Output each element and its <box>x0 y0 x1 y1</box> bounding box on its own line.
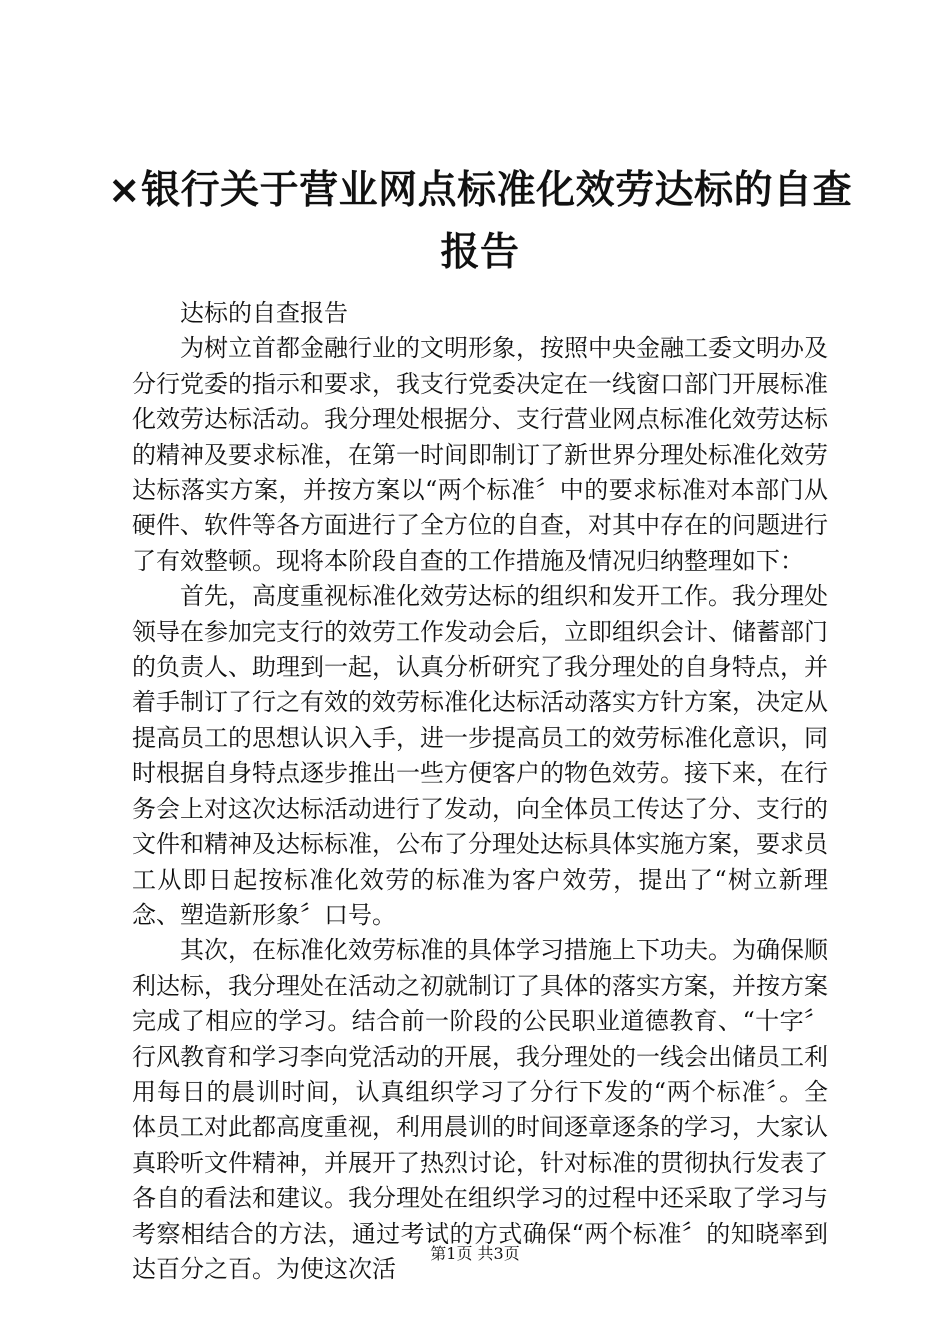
page-number-footer: 第1页 共3页 <box>430 1244 520 1263</box>
paragraph-intro: 为树立首都金融行业的文明形象，按照中央金融工委文明办及分行党委的指示和要求，我支行党委决定在一线窗口部门开展标准化效劳达标活动。我分理处根据分、支行营业网点标准化效劳达标的精神及要求标准，在第一时间即制订了新世界分理处标准化效劳达标落实方案，并按方案以“两个标准〞中的要求标准对本部门从硬件、软件等各方面进行了全方位的自查，对其中存在的问题进行了有效整顿。现将本阶段自查的工作措施及情况归纳整理如下： <box>132 334 828 575</box>
document-title: ×银行关于营业网点标准化效劳达标的自查报告 <box>107 168 853 275</box>
document-body <box>132 296 828 1287</box>
paragraph-subtitle: 达标的自查报告 <box>180 299 348 327</box>
paragraph-second: 其次，在标准化效劳标准的具体学习措施上下功夫。为确保顺利达标，我分理处在活动之初就制订了具体的落实方案，并按方案完成了相应的学习。结合前一阶段的公民职业道德教育、“十字〞行风教育和学习李向党活动的开展，我分理处的一线会出储员工利用每日的晨训时间，认真组织学习了分行下发的“两个标准〞。全体员工对此都高度重视，利用晨训的时间逐章逐条的学习，大家认真聆听文件精神，并展开了热烈讨论，针对标准的贯彻执行发表了各自的看法和建议。我分理处在组织学习的过程中还采取了学习与考察相结合的方法，通过考试的方式确保“两个标准〞的知晓率到达百分之百。为使这次活 <box>132 936 828 1283</box>
paragraph-first: 首先，高度重视标准化效劳达标的组织和发开工作。我分理处领导在参加完支行的效劳工作发动会后，立即组织会计、储蓄部门的负责人、助理到一起，认真分析研究了我分理处的自身特点，并着手制订了行之有效的效劳标准化达标活动落实方针方案，决定从提高员工的思想认识入手，进一步提高员工的效劳标准化意识，同时根据自身特点逐步推出一些方便客户的物色效劳。接下来，在行务会上对这次达标活动进行了发动，向全体员工传达了分、支行的文件和精神及达标标准，公布了分理处达标具体实施方案，要求员工从即日起按标准化效劳的标准为客户效劳，提出了“树立新理念、塑造新形象〞口号。 <box>132 582 828 929</box>
